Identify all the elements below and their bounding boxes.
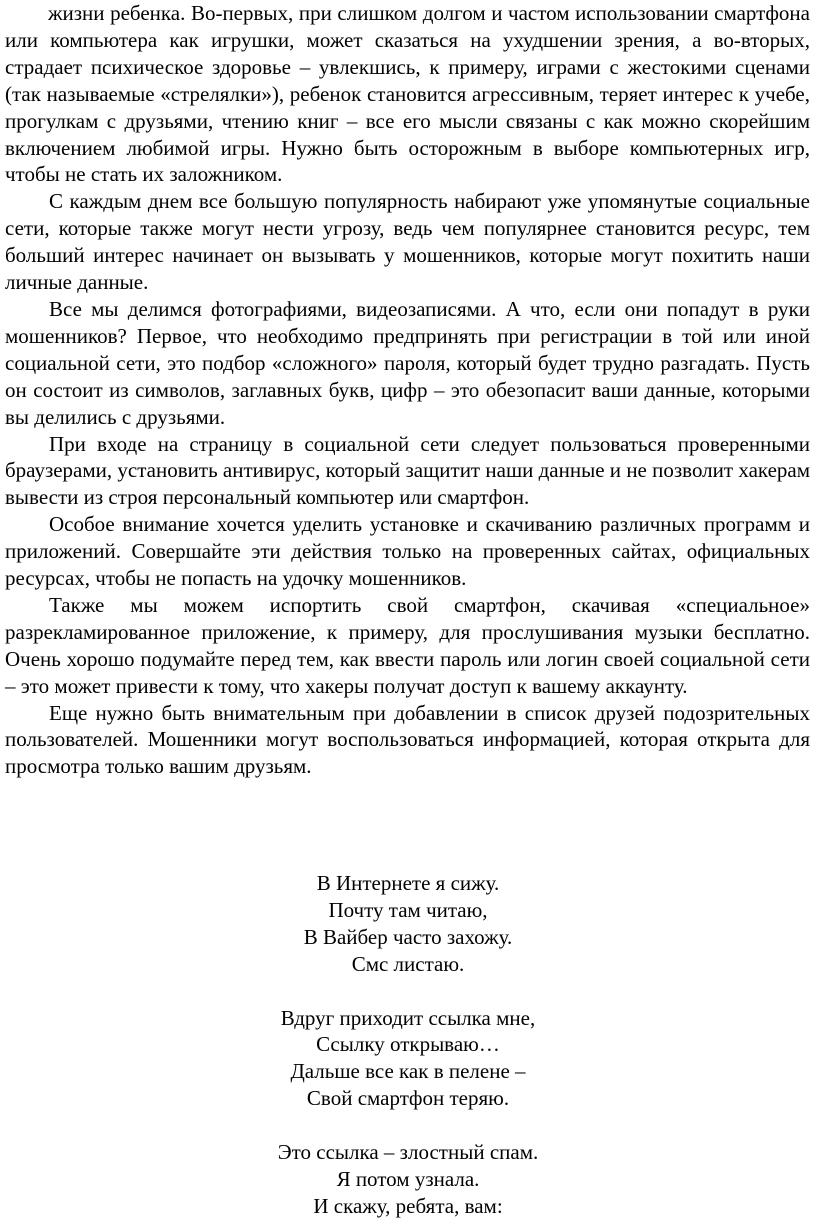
poem-stanza	[0, 1005, 816, 1113]
poem-line: В Вайбер часто захожу.	[303, 924, 513, 949]
poem-line: Я потом узнала.	[336, 1166, 480, 1191]
poem-line: В Интернете я сижу.	[316, 871, 500, 895]
paragraph: жизни ребенка. Во-первых, при слишком долгом и частом использовании смартфона или компьютера как игрушки, может сказаться на ухудшении зрения, а во-вторых, страдает психическое здоровье – увлекшись, к примеру, играми с жестокими сценами (так называемые «стрелялки»), ребенок становится агрессивным, теряет интерес к учебе, прогулкам с друзьями, чтению книг – все его мысли связаны с как можно скорейшим включением любимой игры. Нужно быть осторожным в выборе компьютерных игр, чтобы не стать их заложником.	[5, 1, 810, 187]
poem-line: И скажу, ребята, вам:	[313, 1193, 503, 1218]
poem-line: Вдруг приходит ссылка мне,	[280, 1005, 536, 1030]
poem-line: Смс листаю.	[351, 951, 465, 976]
poem-stanza	[0, 1139, 816, 1220]
paragraph: Также мы можем испортить свой смартфон, скачивая «специальное» разрекламированное приложение, к примеру, для прослушивания музыки бесплатно. Очень хорошо подумайте перед тем, как ввести пароль или логин своей социальной сети – это может привести к тому, что хакеры получат доступ к вашему аккаунту.	[5, 592, 810, 698]
poem-line: Ссылку открываю…	[316, 1032, 500, 1057]
paragraph: С каждым днем все большую популярность набирают уже упомянутые социальные сети, которые также могут нести угрозу, ведь чем популярнее становится ресурс, тем больший интерес начинает он вызывать у мошенников, которые могут похитить наши личные данные.	[5, 189, 810, 295]
poem-line: Свой смартфон теряю.	[306, 1086, 510, 1111]
poem-line: Это ссылка – злостный спам.	[277, 1140, 539, 1165]
poem	[0, 870, 816, 1229]
paragraph: При входе на страницу в социальной сети следует пользоваться проверенными браузерами, установить антивирус, который защитит наши данные и не позволит хакерам вывести из строя персональный компьютер или смартфон.	[5, 431, 810, 510]
poem-line: Дальше все как в пелене –	[290, 1059, 526, 1084]
poem-line: Почту там читаю,	[328, 897, 488, 922]
paragraph: Все мы делимся фотографиями, видеозаписями. А что, если они попадут в руки мошенников? Первое, что необходимо предпринять при регистрации в той или иной социальной сети, это подбор «сложного» пароля, который будет трудно разгадать. Пусть он состоит из символов, заглавных букв, цифр – это обезопасит ваши данные, которыми вы делились с друзьями.	[5, 296, 810, 429]
paragraph: Особое внимание хочется уделить установке и скачиванию различных программ и приложений. Совершайте эти действия только на проверенных сайтах, официальных ресурсах, чтобы не попасть на удочку мошенников.	[5, 512, 810, 591]
poem-stanza	[0, 870, 816, 978]
paragraph: Еще нужно быть внимательным при добавлении в список друзей подозрительных пользователей. Мошенники могут воспользоваться информацией, которая открыта для просмотра только вашим друзьям.	[5, 700, 810, 779]
